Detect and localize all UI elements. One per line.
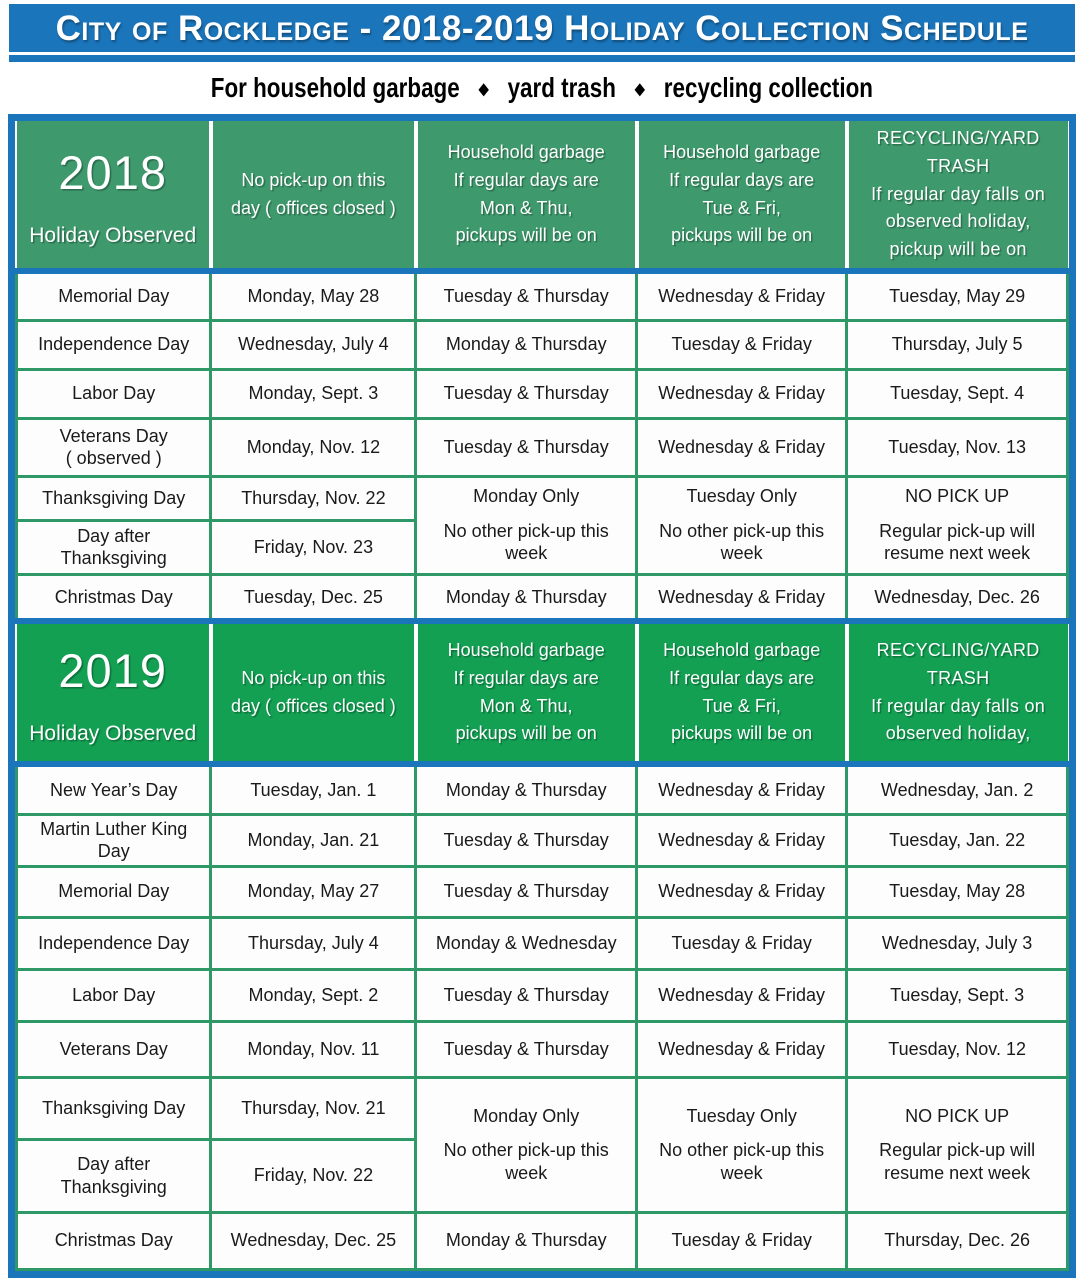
holiday-line: Veterans Day: [59, 425, 168, 446]
holiday-cell: Veterans Day: [17, 1021, 211, 1077]
recycling-cell: Wednesday, July 3: [847, 917, 1068, 969]
header-line: If regular day falls on: [871, 695, 1046, 716]
recycling-header-cell: [847, 121, 1068, 271]
holiday-cell: Labor Day: [17, 369, 211, 418]
header-line: observed holiday,: [885, 723, 1031, 744]
recycling-cell: Tuesday, Nov. 12: [847, 1021, 1068, 1077]
holiday-cell: Christmas Day: [17, 1212, 211, 1269]
subtitle-part-recycling: recycling collection: [663, 72, 874, 103]
no-pickup-date-cell: Wednesday, July 4: [211, 320, 416, 369]
table-row: [17, 574, 1068, 621]
diamond-icon: ◆: [635, 81, 645, 98]
table-row: [17, 418, 1068, 476]
holiday-cell: [17, 1139, 211, 1212]
merged-line: Regular pick-up will resume next week: [879, 1140, 1036, 1183]
page-title: City of Rockledge - 2018-2019 Holiday Collection Schedule: [55, 9, 1029, 48]
no-pickup-date-cell: Monday, May 27: [211, 866, 416, 917]
mon-thu-merged-cell: [416, 476, 637, 574]
header-line: Tue & Fri,: [702, 197, 781, 218]
tue-fri-cell: Tuesday & Friday: [637, 917, 847, 969]
table-row: [17, 764, 1068, 814]
mon-thu-cell: Tuesday & Thursday: [416, 271, 637, 320]
no-pickup-date-cell: Monday, Nov. 12: [211, 418, 416, 476]
table-row: [17, 1212, 1068, 1269]
header-line: TRASH: [926, 667, 990, 688]
header-line: RECYCLING/YARD: [876, 127, 1040, 148]
header-line: Mon & Thu,: [479, 695, 573, 716]
table-row: [17, 1021, 1068, 1077]
holiday-cell: Thanksgiving Day: [17, 476, 211, 520]
holiday-observed-label: Holiday Observed: [29, 223, 197, 247]
mon-thu-header-cell: [416, 121, 637, 271]
holiday-cell: Thanksgiving Day: [17, 1077, 211, 1139]
schedule-table: [15, 121, 1069, 1271]
no-pickup-date-cell: Tuesday, Dec. 25: [211, 574, 416, 621]
subtitle-part-yard-trash: yard trash: [507, 72, 617, 103]
no-pickup-date-cell: Tuesday, Jan. 1: [211, 764, 416, 814]
tue-fri-cell: Wednesday & Friday: [637, 369, 847, 418]
year-label: 2018: [58, 145, 167, 199]
tue-fri-cell: Wednesday & Friday: [637, 574, 847, 621]
holiday-cell: [17, 520, 211, 574]
no-pickup-date-cell: Friday, Nov. 22: [211, 1139, 416, 1212]
schedule-table-frame: [8, 114, 1076, 1278]
mon-thu-cell: Tuesday & Thursday: [416, 418, 637, 476]
merged-line: No other pick-up this week: [443, 1140, 609, 1183]
table-row: [17, 369, 1068, 418]
tue-fri-cell: Wednesday & Friday: [637, 418, 847, 476]
holiday-cell: [17, 418, 211, 476]
table-row: [17, 814, 1068, 866]
header-line: Household garbage: [447, 141, 605, 162]
subtitle-row: [0, 62, 1084, 114]
no-pickup-header-cell: [211, 121, 416, 271]
no-pickup-date-cell: Thursday, July 4: [211, 917, 416, 969]
holiday-observed-label: Holiday Observed: [29, 721, 197, 745]
header-line: pickups will be on: [455, 723, 597, 744]
recycling-cell: Tuesday, May 28: [847, 866, 1068, 917]
mon-thu-cell: Monday & Thursday: [416, 1212, 637, 1269]
header-line: TRASH: [926, 155, 990, 176]
mon-thu-merged-cell: [416, 1077, 637, 1212]
subtitle-part-garbage: For household garbage: [210, 72, 460, 103]
section-header-2018: [17, 121, 1068, 271]
merged-line: No other pick-up this week: [659, 1140, 825, 1183]
tue-fri-cell: Tuesday & Friday: [637, 1212, 847, 1269]
tue-fri-merged-cell: [637, 1077, 847, 1212]
holiday-cell: Memorial Day: [17, 271, 211, 320]
recycling-cell: Thursday, Dec. 26: [847, 1212, 1068, 1269]
tue-fri-merged-cell: [637, 476, 847, 574]
header-line: No pick-up on this: [241, 667, 386, 688]
header-line: pickup will be on: [889, 239, 1027, 260]
holiday-cell: Independence Day: [17, 320, 211, 369]
tue-fri-cell: Wednesday & Friday: [637, 271, 847, 320]
recycling-cell: Tuesday, Jan. 22: [847, 814, 1068, 866]
tue-fri-cell: Wednesday & Friday: [637, 814, 847, 866]
holiday-cell: Labor Day: [17, 969, 211, 1021]
mon-thu-cell: Monday & Wednesday: [416, 917, 637, 969]
recycling-cell: Wednesday, Jan. 2: [847, 764, 1068, 814]
header-line: Mon & Thu,: [479, 197, 573, 218]
tue-fri-header-cell: [637, 621, 847, 764]
header-line: day ( offices closed ): [231, 197, 396, 218]
merged-line: Tuesday Only: [686, 1105, 797, 1126]
holiday-line: Day: [97, 841, 130, 861]
tue-fri-cell: Wednesday & Friday: [637, 866, 847, 917]
header-line: Household garbage: [663, 141, 821, 162]
no-pickup-date-cell: Monday, Sept. 2: [211, 969, 416, 1021]
table-row: [17, 969, 1068, 1021]
holiday-line: Day after: [77, 525, 151, 546]
holiday-cell: Memorial Day: [17, 866, 211, 917]
merged-line: Regular pick-up will resume next week: [879, 520, 1036, 564]
holiday-line: ( observed ): [65, 448, 162, 468]
tue-fri-header-cell: [637, 121, 847, 271]
header-line: pickups will be on: [671, 225, 813, 246]
holiday-cell: Independence Day: [17, 917, 211, 969]
recycling-cell: Thursday, July 5: [847, 320, 1068, 369]
table-row: [17, 866, 1068, 917]
holiday-cell: New Year’s Day: [17, 764, 211, 814]
mon-thu-header-cell: [416, 621, 637, 764]
merged-line: No other pick-up this week: [659, 520, 825, 564]
merged-line: Monday Only: [473, 1105, 580, 1126]
merged-line: NO PICK UP: [905, 486, 1010, 507]
mon-thu-cell: Monday & Thursday: [416, 764, 637, 814]
tue-fri-cell: Wednesday & Friday: [637, 1021, 847, 1077]
recycling-merged-cell: [847, 476, 1068, 574]
header-line: pickups will be on: [671, 723, 813, 744]
recycling-cell: Tuesday, Sept. 4: [847, 369, 1068, 418]
recycling-cell: Wednesday, Dec. 26: [847, 574, 1068, 621]
no-pickup-date-cell: Wednesday, Dec. 25: [211, 1212, 416, 1269]
mon-thu-cell: Tuesday & Thursday: [416, 969, 637, 1021]
header-line: Tue & Fri,: [702, 695, 781, 716]
header-line: observed holiday,: [885, 211, 1031, 232]
subtitle: [211, 72, 873, 104]
table-row: [17, 320, 1068, 369]
no-pickup-date-cell: Friday, Nov. 23: [211, 520, 416, 574]
recycling-cell: Tuesday, Nov. 13: [847, 418, 1068, 476]
header-line: day ( offices closed ): [231, 695, 396, 716]
tue-fri-cell: Wednesday & Friday: [637, 764, 847, 814]
header-line: Household garbage: [663, 639, 821, 660]
holiday-line: Day after: [77, 1154, 151, 1174]
year-header-cell: [17, 621, 211, 764]
no-pickup-date-cell: Monday, Jan. 21: [211, 814, 416, 866]
header-line: pickups will be on: [455, 225, 597, 246]
year-header-cell: [17, 121, 211, 271]
header-line: Household garbage: [447, 639, 605, 660]
holiday-line: Thanksgiving: [60, 1176, 167, 1197]
mon-thu-cell: Monday & Thursday: [416, 574, 637, 621]
header-line: If regular days are: [669, 169, 815, 190]
no-pickup-date-cell: Monday, May 28: [211, 271, 416, 320]
diamond-icon: ◆: [478, 81, 489, 98]
header-line: RECYCLING/YARD: [876, 639, 1040, 660]
header-line: If regular days are: [669, 667, 815, 688]
holiday-cell: [17, 814, 211, 866]
table-row: [17, 917, 1068, 969]
recycling-merged-cell: [847, 1077, 1068, 1212]
holiday-line: Thanksgiving: [60, 548, 167, 568]
year-label: 2019: [58, 643, 167, 697]
recycling-cell: Tuesday, Sept. 3: [847, 969, 1068, 1021]
merged-line: NO PICK UP: [905, 1105, 1010, 1126]
mon-thu-cell: Tuesday & Thursday: [416, 1021, 637, 1077]
header-line: If regular days are: [453, 169, 599, 190]
header-line: If regular days are: [453, 667, 599, 688]
table-row: [17, 271, 1068, 320]
merged-line: No other pick-up this week: [443, 520, 609, 564]
no-pickup-date-cell: Monday, Nov. 11: [211, 1021, 416, 1077]
mon-thu-cell: Monday & Thursday: [416, 320, 637, 369]
holiday-line: Martin Luther King: [40, 818, 188, 839]
mon-thu-cell: Tuesday & Thursday: [416, 814, 637, 866]
no-pickup-date-cell: Thursday, Nov. 21: [211, 1077, 416, 1139]
header-line: No pick-up on this: [241, 169, 386, 190]
header-line: If regular day falls on: [871, 183, 1046, 204]
merged-line: Tuesday Only: [686, 486, 797, 507]
recycling-cell: Tuesday, May 29: [847, 271, 1068, 320]
table-row: [17, 476, 1068, 520]
no-pickup-date-cell: Monday, Sept. 3: [211, 369, 416, 418]
tue-fri-cell: Tuesday & Friday: [637, 320, 847, 369]
mon-thu-cell: Tuesday & Thursday: [416, 866, 637, 917]
title-banner: [9, 4, 1075, 62]
no-pickup-date-cell: Thursday, Nov. 22: [211, 476, 416, 520]
mon-thu-cell: Tuesday & Thursday: [416, 369, 637, 418]
section-header-2019: [17, 621, 1068, 764]
merged-line: Monday Only: [473, 486, 580, 507]
holiday-cell: Christmas Day: [17, 574, 211, 621]
no-pickup-header-cell: [211, 621, 416, 764]
table-row: [17, 1077, 1068, 1139]
recycling-header-cell: [847, 621, 1068, 764]
tue-fri-cell: Wednesday & Friday: [637, 969, 847, 1021]
